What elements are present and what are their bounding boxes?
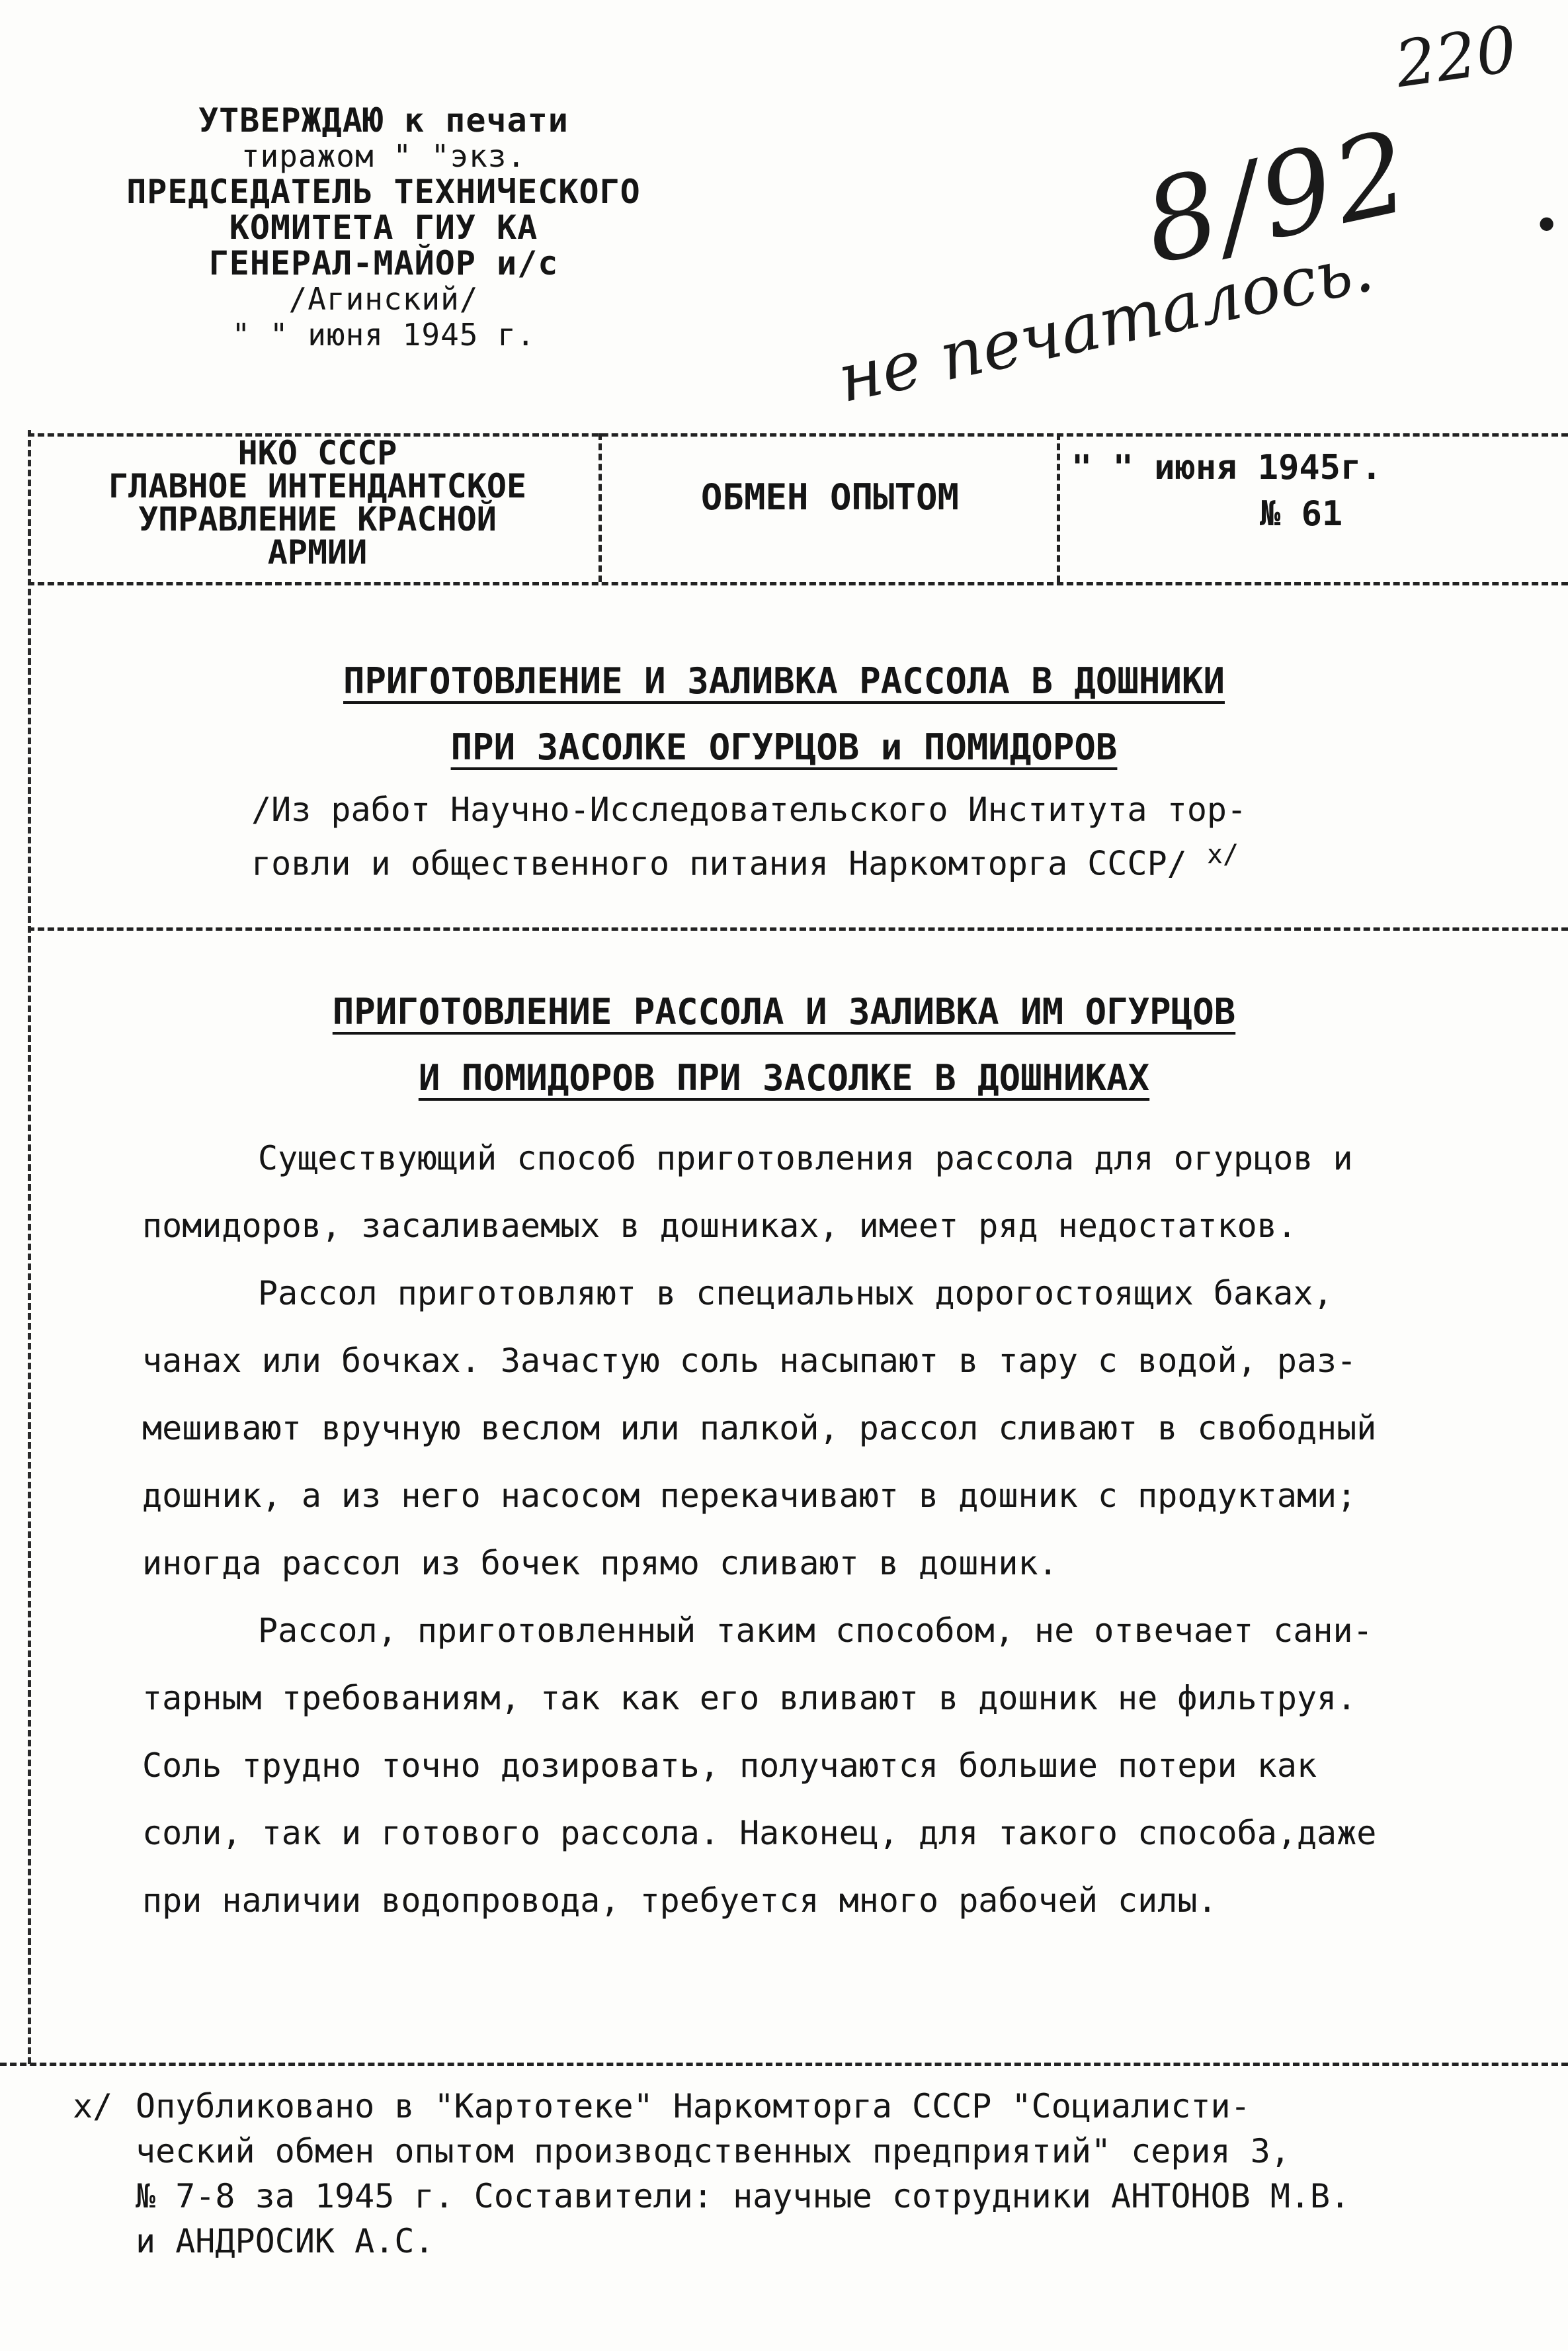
body-line: мешивают вручную веслом или палкой, рассол сливают в свободный	[142, 1409, 1377, 1447]
body-line: Соль трудно точно дозировать, получаются большие потери как	[142, 1746, 1317, 1785]
approval-line: " " июня 1945 г.	[231, 317, 536, 353]
footnote-line: и АНДРОСИК А.С.	[136, 2222, 434, 2260]
body-line: соли, так и готового рассола. Наконец, для такого способа,даже	[142, 1814, 1377, 1852]
issue-date: " " июня 1945г.	[1071, 448, 1382, 488]
body-line: помидоров, засаливаемых в дошниках, имеет ряд недостатков.	[142, 1207, 1297, 1245]
source-note	[251, 787, 1508, 886]
body-line: дошник, а из него насосом перекачивают в дошник с продуктами;	[142, 1476, 1357, 1515]
issue-number: № 61	[1260, 494, 1343, 534]
handwritten-file-number: 8/92	[1133, 105, 1423, 290]
handwritten-note: не печаталось.	[831, 228, 1380, 418]
body-line: чанах или бочках. Зачастую соль насыпают в тару с водой, раз-	[142, 1342, 1357, 1380]
handwritten-page-number: 220	[1391, 11, 1522, 103]
body-line: Существующий способ приготовления рассола для огурцов и	[258, 1139, 1353, 1177]
main-title	[0, 648, 1568, 781]
title-line: ПРИГОТОВЛЕНИЕ И ЗАЛИВКА РАССОЛА В ДОШНИКИ	[343, 660, 1225, 702]
source-line: /Из работ Научно-Исследовательского Института тор-	[251, 791, 1247, 829]
body-line: иногда рассол из бочек прямо сливают в дошник.	[142, 1544, 1058, 1582]
approval-line: ГЕНЕРАЛ-МАЙОР и/с	[208, 244, 559, 282]
body-text	[142, 1125, 1531, 1934]
source-line: говли и общественного питания Наркомторга СССР/	[251, 844, 1187, 883]
body-line: Рассол приготовляют в специальных дорогостоящих баках,	[258, 1274, 1333, 1312]
approval-line: тиражом " "экз.	[241, 138, 526, 174]
org-line: УПРАВЛЕНИЕ КРАСНОЙ	[138, 500, 497, 538]
section-label: ОБМЕН ОПЫТОМ	[700, 476, 960, 518]
footnote-line: ческий обмен опытом производственных предприятий" серия 3,	[136, 2132, 1290, 2170]
approval-line: УТВЕРЖДАЮ к печати	[198, 101, 569, 140]
footnote-reference: х/	[1206, 839, 1239, 870]
section-separator	[28, 927, 1568, 931]
org-line: ГЛАВНОЕ ИНТЕНДАНТСКОЕ	[108, 467, 527, 505]
section-title	[0, 979, 1568, 1111]
ink-dot: •	[1533, 198, 1561, 253]
footnote-mark: х/	[73, 2087, 113, 2125]
approval-line: ПРЕДСЕДАТЕЛЬ ТЕХНИЧЕСКОГО	[126, 173, 641, 211]
footnote-line: № 7-8 за 1945 г. Составители: научные сотрудники АНТОНОВ М.В.	[136, 2177, 1350, 2215]
date-number-block	[1071, 445, 1547, 537]
body-line: Рассол, приготовленный таким способом, не отвечает сани-	[258, 1611, 1373, 1650]
body-line: при наличии водопровода, требуется много рабочей силы.	[142, 1881, 1217, 1920]
approval-block	[86, 103, 681, 353]
org-line: АРМИИ	[267, 533, 368, 572]
title-line: ПРИ ЗАСОЛКЕ ОГУРЦОВ и ПОМИДОРОВ	[450, 726, 1118, 768]
title-line: И ПОМИДОРОВ ПРИ ЗАСОЛКЕ В ДОШНИКАХ	[418, 1057, 1150, 1099]
footnote	[73, 2084, 1554, 2264]
footnote-line: Опубликовано в "Картотеке" Наркомторга СССР "Социалисти-	[136, 2087, 1251, 2125]
header-divider	[1057, 433, 1060, 582]
title-line: ПРИГОТОВЛЕНИЕ РАССОЛА И ЗАЛИВКА ИМ ОГУРЦОВ	[332, 991, 1236, 1033]
header-divider	[598, 433, 602, 582]
header-bottom-rule	[28, 582, 1568, 585]
body-line: тарным требованиям, так как его вливают в дошник не фильтруя.	[142, 1679, 1357, 1717]
organization-block	[53, 434, 582, 572]
footnote-rule	[0, 2063, 1568, 2066]
org-line: НКО СССР	[237, 434, 397, 472]
approval-line: /Агинский/	[288, 281, 479, 317]
approval-line: КОМИТЕТА ГИУ КА	[229, 208, 538, 247]
